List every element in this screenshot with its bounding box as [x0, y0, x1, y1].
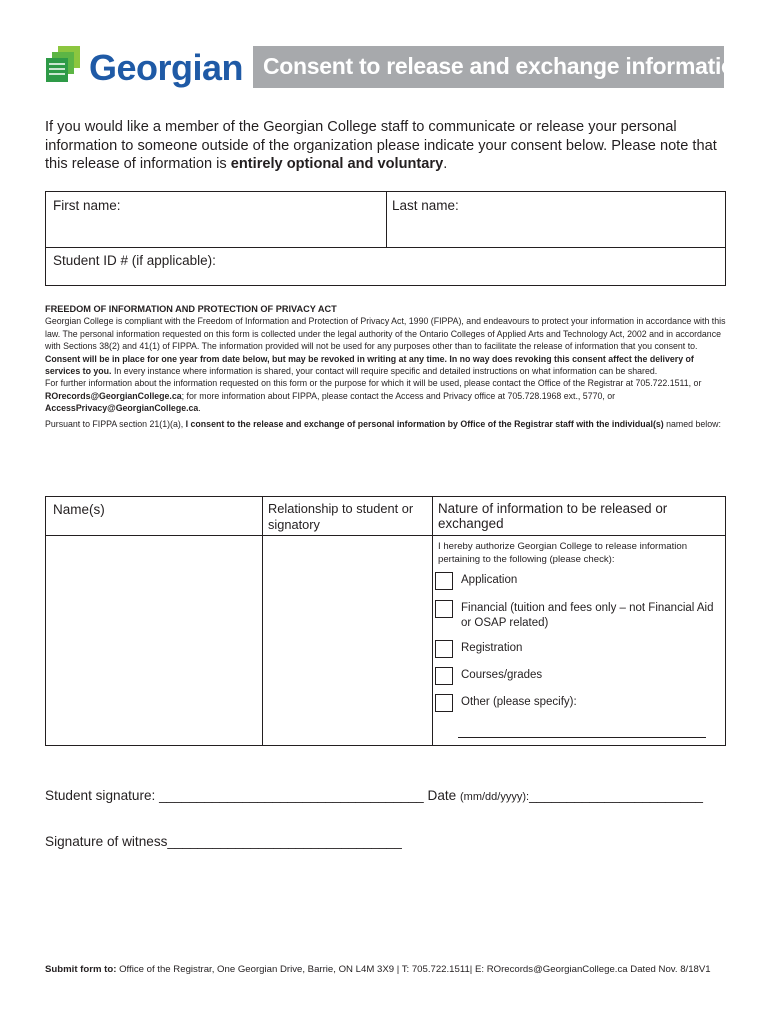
- consent-statement-a: Pursuant to FIPPA section 21(1)(a),: [45, 418, 186, 429]
- other-specify-line[interactable]: [458, 737, 706, 738]
- privacy-paragraph-3: [45, 377, 727, 414]
- student-info-box: [45, 191, 726, 286]
- consent-statement-b: named below:: [663, 418, 721, 429]
- logo-text: Georgian: [89, 47, 244, 88]
- recipients-table: [45, 496, 726, 746]
- witness-signature-field[interactable]: Signature of witness_______________________________: [45, 834, 402, 849]
- divider: [46, 247, 725, 248]
- privacy-paragraph-2-rest: In every instance where information is shared, your contact will require specific and detailed instructions on what information can be shared.: [111, 366, 658, 377]
- access-privacy-email-link[interactable]: AccessPrivacy@GeorgianCollege.ca: [45, 403, 199, 414]
- student-id-field[interactable]: Student ID # (if applicable):: [53, 253, 216, 268]
- privacy-paragraph-3-b: ; for more information about FIPPA, please contact the Access and Privacy office at 705.728.1968 ext., 5770, or: [181, 390, 616, 401]
- privacy-heading: FREEDOM OF INFORMATION AND PROTECTION OF PRIVACY ACT: [45, 304, 337, 314]
- privacy-paragraph-3-c: .: [198, 403, 201, 414]
- column-header-names: Name(s): [53, 502, 105, 517]
- divider: [386, 192, 387, 247]
- student-signature-field[interactable]: Student signature: ___________________________________: [45, 788, 424, 803]
- consent-statement: [45, 417, 727, 432]
- option-label: Registration: [461, 642, 523, 654]
- footer: [45, 964, 711, 975]
- header-divider: [46, 535, 725, 536]
- privacy-paragraph-1: Georgian College is compliant with the Freedom of Information and Protection of Privacy Act, 1990 (FIPPA), and endeavours to protect your information in accordance with this law. The personal information requested on this form is collected under the legal authority of the Ontario Colleges of Applied Arts and Technology Act, 2002 and in accordance with Sections 38(2) and 41(1) of FIPPA. The information provided will not be used for any purposes other than to facilitate the release of information that you consent to.: [45, 316, 726, 352]
- checkbox[interactable]: [435, 600, 453, 618]
- column-header-relationship: Relationship to student or signatory: [268, 501, 414, 532]
- privacy-paragraph-3-a: For further information about the information requested on this form or the purpose for which it will be used, please contact the Office of the Registrar at 705.722.1511, or: [45, 378, 702, 389]
- first-name-field[interactable]: First name:: [53, 198, 121, 213]
- intro-end: .: [443, 156, 448, 172]
- logo-mark-icon: [46, 44, 84, 82]
- date-label: Date: [427, 788, 457, 803]
- student-signature-row[interactable]: [45, 788, 703, 803]
- checkbox[interactable]: [435, 667, 453, 685]
- checkbox[interactable]: [435, 640, 453, 658]
- date-format: (mm/dd/yyyy):: [460, 791, 530, 803]
- checkbox[interactable]: [435, 572, 453, 590]
- option-label: Other (please specify):: [461, 696, 577, 708]
- registrar-email-link[interactable]: ROrecords@GeorgianCollege.ca: [45, 390, 182, 401]
- intro-emphasis: entirely optional and voluntary: [230, 156, 444, 172]
- checkbox[interactable]: [435, 694, 453, 712]
- option-label: Courses/grades: [461, 669, 543, 681]
- footer-text: Office of the Registrar, One Georgian Drive, Barrie, ON L4M 3X9 | T: 705.722.1511| E: ROrecords@GeorgianCollege.ca Dated Nov. 8/18V1: [116, 964, 711, 975]
- option-label: Financial (tuition and fees only – not Financial Aid or OSAP related): [461, 602, 714, 629]
- intro-text: If you would like a member of the Georgian College staff to communicate or release your personal information to someone outside of the organization please indicate your consent below. Please note that this release of information is: [45, 119, 717, 172]
- column-header-nature: Nature of information to be released or exchanged: [438, 501, 668, 531]
- page-title: Consent to release and exchange information: [263, 53, 749, 79]
- intro-paragraph: [45, 118, 735, 174]
- footer-label: Submit form to:: [45, 964, 117, 975]
- privacy-section: [45, 303, 727, 432]
- consent-statement-bold: I consent to the release and exchange of personal information by Office of the Registrar staff with the individual(s): [185, 418, 664, 429]
- authorize-text: I hereby authorize Georgian College to release information pertaining to the following (please check):: [438, 541, 688, 565]
- georgian-logo: [46, 42, 244, 94]
- privacy-paragraph-2: [45, 353, 727, 378]
- option-label: Application: [461, 574, 518, 586]
- consent-duration-text: Consent will be in place for one year from date below, but may be revoked in writing at any time. In no way does revoking this consent affect the delivery of services to you.: [45, 353, 694, 377]
- title-bar: [253, 46, 749, 88]
- last-name-field[interactable]: Last name:: [392, 198, 459, 213]
- date-field[interactable]: _______________________: [529, 788, 703, 803]
